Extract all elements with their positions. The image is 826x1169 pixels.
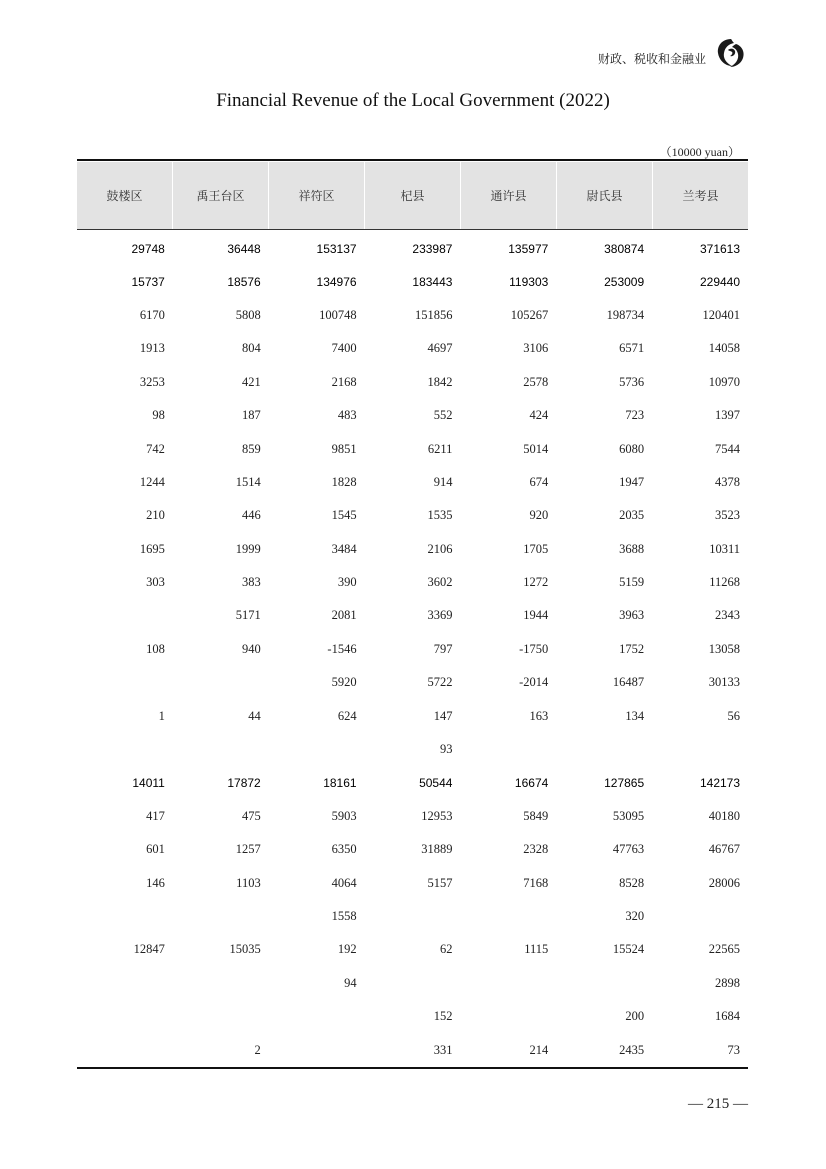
table-cell: 7400 [331, 341, 357, 356]
table-cell: 320 [625, 909, 645, 923]
table-cell: 108 [146, 641, 165, 656]
table-cell: 119303 [509, 275, 549, 290]
table-cell: 46767 [708, 842, 741, 857]
table-cell: 483 [337, 408, 357, 423]
table-row [77, 366, 748, 399]
table-cell: 233987 [412, 241, 453, 256]
table-cell: 742 [146, 441, 165, 456]
table-cell: 920 [529, 508, 549, 523]
table-cell: 200 [625, 1009, 645, 1024]
table-cell: 7168 [523, 875, 549, 890]
table-cell: 446 [241, 508, 261, 523]
table-cell: 62 [439, 942, 453, 957]
table-cell: 1272 [523, 575, 549, 590]
table-cell: 1 [158, 708, 165, 723]
table-cell: 183443 [412, 275, 453, 290]
table-cell: 914 [433, 474, 453, 489]
table-cell: 120401 [702, 307, 741, 322]
table-cell: 14011 [132, 775, 165, 790]
table-cell: 11268 [709, 575, 741, 590]
table-cell: 100748 [319, 307, 357, 322]
table-cell: 6080 [619, 441, 645, 456]
table-row [77, 866, 748, 899]
table-cell: 1257 [235, 842, 261, 857]
table-cell: 210 [146, 508, 165, 523]
page-title: Financial Revenue of the Local Government (2022) [216, 90, 610, 111]
table-cell: 3106 [523, 341, 549, 356]
table-cell: 18576 [227, 275, 261, 290]
table-row [77, 299, 748, 332]
table-cell: 94 [344, 975, 357, 990]
table-cell: 1684 [715, 1009, 741, 1024]
table-row [77, 399, 748, 432]
table-cell: 16674 [514, 775, 549, 790]
column-header: 禹王台区 [173, 162, 269, 229]
table-cell: 7544 [715, 441, 741, 456]
table-cell: 146 [146, 875, 165, 890]
table-cell: 192 [337, 942, 357, 957]
table-header [77, 161, 748, 229]
table-cell: 15035 [229, 942, 261, 957]
yearbook-logo-icon [714, 36, 748, 70]
table-cell: 797 [433, 641, 453, 656]
table-row [77, 800, 748, 833]
table-cell: 3253 [139, 374, 165, 389]
table-cell: 22565 [708, 942, 741, 957]
table-cell: 105267 [510, 307, 549, 322]
unit-label: （10000 yuan） [659, 145, 740, 159]
table-cell: 5159 [619, 575, 645, 590]
table-cell: 73 [727, 1042, 741, 1057]
table-cell: -1750 [519, 641, 549, 656]
table-cell: 2898 [715, 975, 741, 990]
table-cell: 2578 [523, 374, 549, 389]
table-cell: 424 [529, 408, 549, 423]
table-cell: 1828 [331, 474, 357, 489]
table-cell: 214 [529, 1042, 549, 1057]
table-cell: 12953 [421, 808, 453, 823]
table-cell: 417 [146, 808, 165, 823]
table-cell: 1558 [331, 909, 357, 923]
table-row [77, 733, 748, 766]
table-cell: 1752 [619, 641, 645, 656]
table-cell: 1514 [235, 474, 261, 489]
table-cell: 2328 [523, 842, 549, 857]
table-cell: 3523 [715, 508, 741, 523]
table-cell: 15524 [612, 942, 645, 957]
table-cell: 5808 [235, 307, 261, 322]
table-row [77, 599, 748, 632]
table-cell: 13058 [708, 641, 741, 656]
table-cell: 3369 [427, 608, 453, 623]
table-row [77, 566, 748, 599]
table-cell: 1545 [331, 508, 357, 523]
table-cell: 2035 [619, 508, 645, 523]
table-row [77, 699, 748, 732]
table-cell: 5014 [523, 441, 549, 456]
table-cell: 152 [433, 1009, 453, 1024]
column-header: 兰考县 [682, 189, 719, 203]
table-cell: 29748 [131, 241, 165, 256]
table-cell: 3688 [619, 541, 645, 556]
column-header: 祥符区 [269, 162, 365, 229]
table-cell: 390 [337, 575, 357, 590]
table-cell: 601 [146, 842, 165, 857]
table-cell: 134976 [316, 275, 357, 290]
table-cell: 552 [433, 408, 453, 423]
table-cell: 147 [433, 708, 453, 723]
table-row [77, 933, 748, 966]
table-row [77, 533, 748, 566]
table-cell: 12847 [133, 942, 165, 957]
table-cell: 18161 [323, 775, 357, 790]
table-cell: 2435 [619, 1042, 645, 1057]
table-cell: 253009 [604, 275, 645, 290]
table-cell: 5722 [427, 675, 453, 690]
table-cell: 5903 [331, 808, 357, 823]
table-cell: 5157 [427, 875, 453, 890]
table-cell: 8528 [619, 875, 645, 890]
table-cell: 47763 [612, 842, 645, 857]
table-row [77, 265, 748, 298]
table-cell: 10311 [709, 541, 741, 556]
table-cell: 2343 [715, 608, 741, 623]
table-cell: 1103 [236, 875, 261, 890]
table-cell: 127865 [604, 775, 645, 790]
table-cell: 229440 [699, 275, 741, 290]
column-header: 杞县 [365, 162, 461, 229]
table-cell: 723 [625, 408, 645, 423]
table-cell: 2081 [331, 608, 357, 623]
table-cell: 31889 [421, 842, 453, 857]
table-cell: 6350 [331, 842, 357, 857]
table-cell: 940 [241, 641, 261, 656]
table-cell: 1115 [524, 942, 549, 957]
table-cell: 28006 [708, 875, 741, 890]
table-cell: 303 [146, 575, 165, 590]
table-cell: 5849 [523, 808, 549, 823]
table-cell: 380874 [604, 241, 645, 256]
table-row [77, 900, 748, 933]
table-cell: 5920 [331, 675, 357, 690]
table-row [77, 833, 748, 866]
table-row [77, 633, 748, 666]
table-cell: 142173 [699, 775, 741, 790]
table-cell: 151856 [414, 307, 453, 322]
table-cell: 1944 [523, 608, 549, 623]
table-cell: 1397 [715, 408, 741, 423]
table-row [77, 232, 748, 265]
table-cell: 50544 [419, 775, 453, 790]
table-cell: 1999 [235, 541, 261, 556]
table-cell: 56 [727, 708, 741, 723]
table-cell: 1913 [139, 341, 165, 356]
table-cell: 1535 [427, 508, 453, 523]
table-cell: 16487 [612, 675, 645, 690]
table-row [77, 432, 748, 465]
table-cell: 1705 [523, 541, 549, 556]
table-cell: 6211 [427, 441, 453, 456]
table-cell: 3602 [427, 575, 453, 590]
table-row [77, 1000, 748, 1033]
page-number: — 215 — [688, 1096, 748, 1112]
table-cell: 3963 [619, 608, 645, 623]
table-cell: 3484 [331, 541, 357, 556]
table-cell: 4064 [331, 875, 357, 890]
table-cell: 14058 [708, 341, 741, 356]
table-cell: 859 [241, 441, 261, 456]
revenue-table [77, 159, 748, 1069]
table-cell: 15737 [131, 275, 165, 290]
table-cell: 475 [241, 808, 261, 823]
table-bottom-rule [77, 1067, 748, 1069]
running-head: 财政、税收和金融业 [597, 52, 706, 66]
table-cell: 5171 [235, 608, 261, 623]
table-cell: 30133 [708, 675, 741, 690]
table-cell: 4697 [427, 341, 453, 356]
table-cell: 153137 [316, 241, 357, 256]
table-cell: 2 [254, 1042, 261, 1057]
table-cell: 40180 [708, 808, 741, 823]
column-header: 通许县 [461, 162, 557, 229]
table-row [77, 967, 748, 1000]
table-cell: 135977 [508, 241, 549, 256]
table-cell: 53095 [612, 808, 645, 823]
table-cell: 10970 [708, 374, 741, 389]
table-cell: 134 [625, 708, 645, 723]
table-row [77, 1033, 748, 1066]
table-cell: 93 [439, 742, 453, 757]
table-cell: 163 [529, 708, 549, 723]
table-cell: 1244 [139, 474, 165, 489]
table-cell: 1695 [139, 541, 165, 556]
table-cell: -2014 [519, 675, 549, 690]
table-cell: 5736 [619, 374, 645, 389]
table-cell: -1546 [327, 641, 357, 656]
table-cell: 624 [337, 708, 357, 723]
column-header: 鼓楼区 [77, 162, 173, 229]
table-cell: 371613 [699, 241, 741, 256]
table-cell: 98 [152, 408, 165, 423]
table-cell: 36448 [227, 241, 261, 256]
table-row [77, 499, 748, 532]
table-cell: 4378 [715, 474, 741, 489]
table-cell: 9851 [331, 441, 357, 456]
table-row [77, 766, 748, 799]
table-cell: 804 [241, 341, 261, 356]
table-cell: 187 [241, 408, 261, 423]
table-cell: 1842 [427, 374, 453, 389]
table-row [77, 466, 748, 499]
table-cell: 2168 [331, 374, 357, 389]
table-cell: 421 [241, 374, 261, 389]
table-header-rule [77, 229, 748, 230]
table-cell: 674 [529, 474, 549, 489]
table-cell: 44 [248, 708, 261, 723]
table-cell: 6170 [139, 307, 165, 322]
table-row [77, 332, 748, 365]
table-cell: 6571 [619, 341, 645, 356]
table-cell: 17872 [227, 775, 261, 790]
table-cell: 2106 [427, 541, 453, 556]
table-cell: 383 [241, 575, 261, 590]
table-cell: 1947 [619, 474, 645, 489]
table-body [77, 232, 748, 1067]
table-cell: 331 [433, 1042, 453, 1057]
table-row [77, 666, 748, 699]
table-cell: 198734 [606, 307, 645, 322]
column-header: 尉氏县 [557, 162, 653, 229]
